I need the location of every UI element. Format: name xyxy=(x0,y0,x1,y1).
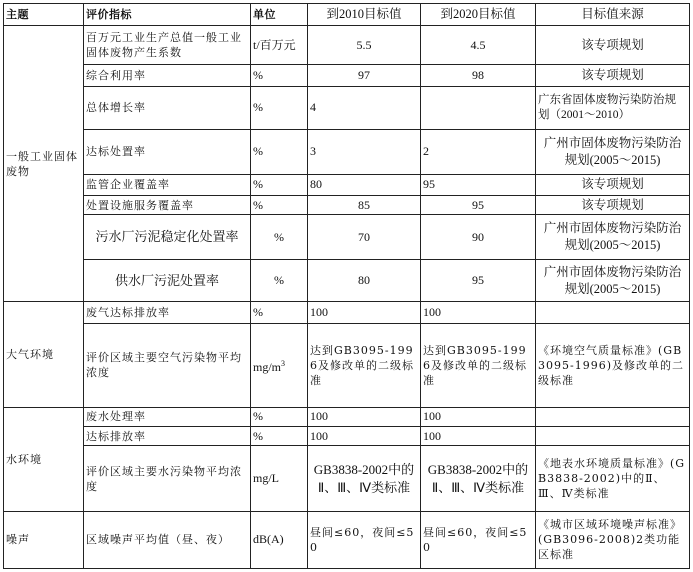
unit-cell: % xyxy=(251,196,308,215)
target-2010-cell: 4 xyxy=(308,86,421,129)
unit-cell: % xyxy=(251,260,308,302)
source-cell: 《环境空气质量标准》(GB3095-1996)及修改单的二级标准 xyxy=(536,323,690,407)
target-2010-cell: 85 xyxy=(308,196,421,215)
indicator-cell: 评价区域主要空气污染物平均浓度 xyxy=(84,323,251,407)
indicator-cell: 综合利用率 xyxy=(84,65,251,86)
unit-cell: % xyxy=(251,426,308,445)
target-2020-cell: 95 xyxy=(421,196,536,215)
source-cell: 广东省固体废物污染防治规划（2001～2010） xyxy=(536,86,690,129)
unit-cell: % xyxy=(251,215,308,260)
target-2020-cell: 100 xyxy=(421,302,536,323)
unit-cell: % xyxy=(251,174,308,195)
target-2020-cell: 100 xyxy=(421,407,536,426)
header-source: 目标值来源 xyxy=(536,4,690,26)
unit-text: mg/m xyxy=(253,359,282,374)
target-2020-cell: 昼间≤60，夜间≤50 xyxy=(421,511,536,568)
indicator-cell: 污水厂污泥稳定化处置率 xyxy=(84,215,251,260)
indicator-cell: 废气达标排放率 xyxy=(84,302,251,323)
indicator-cell: 评价区域主要水污染物平均浓度 xyxy=(84,446,251,511)
unit-superscript: 3 xyxy=(281,358,286,368)
header-row xyxy=(4,4,690,26)
target-2020-cell: GB3838-2002中的Ⅱ、Ⅲ、Ⅳ类标准 xyxy=(421,446,536,511)
table-row xyxy=(4,426,690,445)
indicator-cell: 总体增长率 xyxy=(84,86,251,129)
target-2020-cell: 2 xyxy=(421,129,536,174)
group-water: 水环境 xyxy=(4,407,84,511)
indicator-cell: 监管企业覆盖率 xyxy=(84,174,251,195)
header-target-2010: 到2010目标值 xyxy=(308,4,421,26)
target-2020-cell: 4.5 xyxy=(421,26,536,65)
target-2010-cell: 昼间≤60，夜间≤50 xyxy=(308,511,421,568)
table-row xyxy=(4,446,690,511)
table-row xyxy=(4,407,690,426)
table-row xyxy=(4,196,690,215)
table-row xyxy=(4,511,690,568)
source-cell xyxy=(536,302,690,323)
source-cell: 该专项规划 xyxy=(536,196,690,215)
target-2010-cell: 100 xyxy=(308,426,421,445)
header-indicator: 评价指标 xyxy=(84,4,251,26)
target-2010-cell: 80 xyxy=(308,260,421,302)
indicator-cell: 区域噪声平均值（昼、夜） xyxy=(84,511,251,568)
target-2010-cell: 70 xyxy=(308,215,421,260)
table-row xyxy=(4,26,690,65)
unit-cell: % xyxy=(251,86,308,129)
source-cell xyxy=(536,407,690,426)
unit-cell: t/百万元 xyxy=(251,26,308,65)
unit-cell: % xyxy=(251,302,308,323)
unit-cell: % xyxy=(251,129,308,174)
source-cell: 广州市固体废物污染防治规划(2005～2015) xyxy=(536,260,690,302)
unit-cell: % xyxy=(251,407,308,426)
table-row xyxy=(4,302,690,323)
source-cell: 该专项规划 xyxy=(536,26,690,65)
table-row xyxy=(4,215,690,260)
group-air: 大气环境 xyxy=(4,302,84,407)
target-2010-cell: 100 xyxy=(308,302,421,323)
target-2020-cell xyxy=(421,86,536,129)
target-2020-cell: 95 xyxy=(421,174,536,195)
unit-cell: mg/L xyxy=(251,446,308,511)
source-cell: 该专项规划 xyxy=(536,174,690,195)
unit-cell: dB(A) xyxy=(251,511,308,568)
target-2010-cell: 达到GB3095-1996及修改单的二级标准 xyxy=(308,323,421,407)
target-2020-cell: 90 xyxy=(421,215,536,260)
indicator-cell: 百万元工业生产总值一般工业固体废物产生系数 xyxy=(84,26,251,65)
target-2010-cell: 80 xyxy=(308,174,421,195)
target-2020-cell: 达到GB3095-1996及修改单的二级标准 xyxy=(421,323,536,407)
table-row xyxy=(4,86,690,129)
indicator-cell: 处置设施服务覆盖率 xyxy=(84,196,251,215)
table-row xyxy=(4,260,690,302)
group-noise: 噪声 xyxy=(4,511,84,568)
header-unit: 单位 xyxy=(251,4,308,26)
indicator-cell: 供水厂污泥处置率 xyxy=(84,260,251,302)
header-target-2020: 到2020目标值 xyxy=(421,4,536,26)
unit-cell: % xyxy=(251,65,308,86)
group-solid-waste: 一般工业固体废物 xyxy=(4,26,84,302)
indicator-cell: 废水处理率 xyxy=(84,407,251,426)
target-2010-cell: 97 xyxy=(308,65,421,86)
target-2010-cell: 5.5 xyxy=(308,26,421,65)
target-2010-cell: GB3838-2002中的Ⅱ、Ⅲ、Ⅳ类标准 xyxy=(308,446,421,511)
table-row xyxy=(4,323,690,407)
target-2020-cell: 98 xyxy=(421,65,536,86)
table-row xyxy=(4,129,690,174)
header-topic: 主题 xyxy=(4,4,84,26)
table-row xyxy=(4,174,690,195)
source-cell: 《城市区域环境噪声标准》(GB3096-2008)2类功能区标准 xyxy=(536,511,690,568)
table-row xyxy=(4,65,690,86)
source-cell xyxy=(536,426,690,445)
target-2020-cell: 100 xyxy=(421,426,536,445)
indicator-cell: 达标排放率 xyxy=(84,426,251,445)
source-cell: 广州市固体废物污染防治规划(2005～2015) xyxy=(536,215,690,260)
target-2020-cell: 95 xyxy=(421,260,536,302)
target-2010-cell: 3 xyxy=(308,129,421,174)
source-cell: 该专项规划 xyxy=(536,65,690,86)
unit-cell xyxy=(251,323,308,407)
indicator-cell: 达标处置率 xyxy=(84,129,251,174)
source-cell: 广州市固体废物污染防治规划(2005～2015) xyxy=(536,129,690,174)
indicator-table xyxy=(3,3,690,569)
target-2010-cell: 100 xyxy=(308,407,421,426)
source-cell: 《地表水环境质量标准》(GB3838-2002)中的Ⅱ、Ⅲ、Ⅳ类标准 xyxy=(536,446,690,511)
